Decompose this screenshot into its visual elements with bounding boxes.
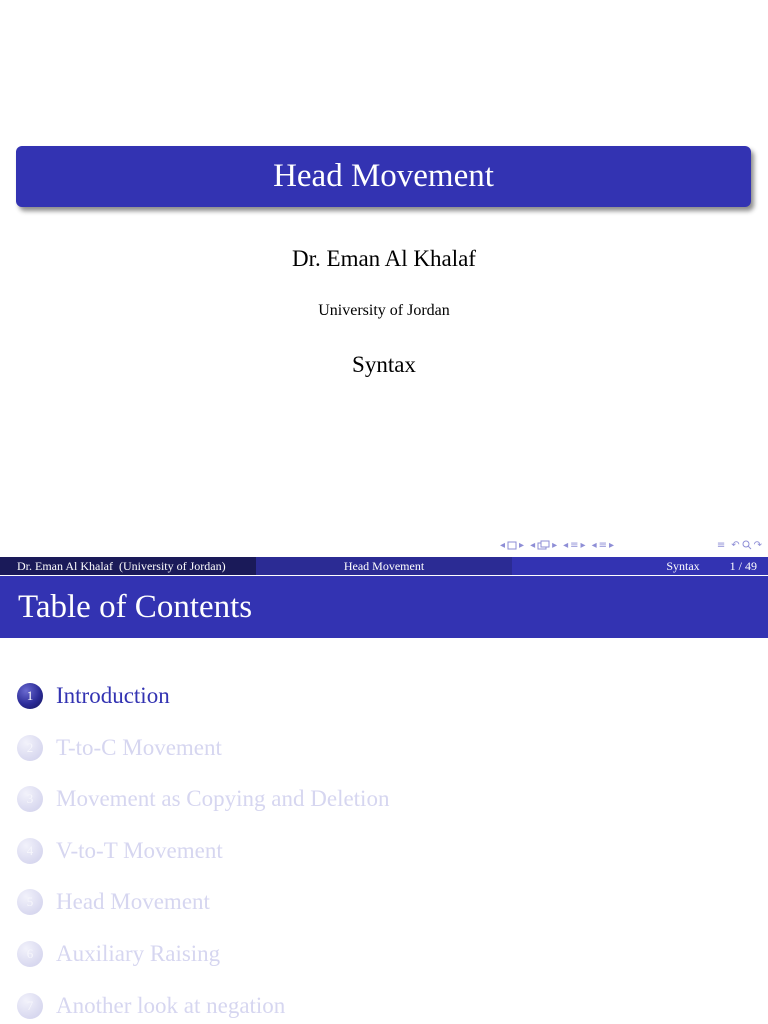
- next-frame-icon[interactable]: ▸: [519, 539, 525, 551]
- toc-slide: [0, 576, 768, 1024]
- toc-item-label: Auxiliary Raising: [56, 941, 221, 966]
- navigation-symbols: [500, 537, 762, 553]
- toc-item-label: Another look at negation: [56, 993, 286, 1018]
- section-nav: [563, 540, 585, 551]
- section-number-ball: 7: [17, 993, 43, 1019]
- author-name: Dr. Eman Al Khalaf: [292, 246, 476, 271]
- subsection-icon[interactable]: [537, 540, 550, 550]
- section-number-ball: 4: [17, 838, 43, 864]
- footer-title: Head Movement: [256, 557, 512, 575]
- footer-right: [512, 557, 768, 575]
- presentation-title: Head Movement: [273, 158, 494, 194]
- toc-item-copying-deletion[interactable]: [17, 785, 389, 813]
- toc-item-label: T-to-C Movement: [56, 735, 222, 760]
- section-number-ball: 1: [17, 683, 43, 709]
- next-slide-icon[interactable]: ▸: [609, 539, 615, 551]
- prev-section-icon[interactable]: ◂: [563, 539, 569, 551]
- section-number-ball: 3: [17, 786, 43, 812]
- slide-nav: [592, 540, 614, 551]
- next-subsection-icon[interactable]: ▸: [552, 539, 558, 551]
- toc-item-label: Introduction: [56, 683, 170, 708]
- section-number-ball: 6: [17, 941, 43, 967]
- footer-page-number: 1 / 49: [729, 558, 757, 573]
- presentation-date: Syntax: [352, 352, 416, 377]
- prev-frame-icon[interactable]: ◂: [500, 539, 506, 551]
- toc-item-label: Movement as Copying and Deletion: [56, 786, 390, 811]
- subsection-nav: [530, 540, 557, 551]
- section-number-ball: 5: [17, 889, 43, 915]
- toc-item-t-to-c[interactable]: [17, 734, 222, 762]
- toc-item-label: Head Movement: [56, 889, 210, 914]
- forward-icon[interactable]: ↷: [753, 539, 762, 551]
- toc-item-head-movement[interactable]: [17, 888, 210, 916]
- prev-slide-icon[interactable]: ◂: [591, 539, 597, 551]
- toc-item-introduction[interactable]: [17, 682, 170, 710]
- section-icon[interactable]: ≡: [570, 539, 579, 551]
- toc-item-label: V-to-T Movement: [56, 838, 223, 863]
- footer-author: Dr. Eman Al Khalaf (University of Jordan): [0, 557, 256, 575]
- toc-item-negation[interactable]: [17, 992, 285, 1020]
- frame-icon[interactable]: [507, 541, 517, 550]
- footline: [0, 557, 768, 575]
- search-icon[interactable]: [742, 540, 752, 550]
- section-number-ball: 2: [17, 735, 43, 761]
- institute-name: University of Jordan: [318, 302, 450, 319]
- toc-icon[interactable]: ≡: [716, 539, 726, 551]
- toc-item-v-to-t[interactable]: [17, 837, 223, 865]
- footer-date: Syntax: [666, 558, 700, 573]
- frame-title: Table of Contents: [0, 576, 768, 638]
- title-box: [16, 146, 751, 207]
- frame-nav: [500, 540, 524, 551]
- back-icon[interactable]: ↶: [731, 539, 740, 551]
- search-nav: [731, 540, 762, 551]
- toc-item-auxiliary-raising[interactable]: [17, 940, 220, 968]
- next-section-icon[interactable]: ▸: [580, 539, 586, 551]
- document-icon[interactable]: ≡: [598, 539, 607, 551]
- prev-subsection-icon[interactable]: ◂: [530, 539, 536, 551]
